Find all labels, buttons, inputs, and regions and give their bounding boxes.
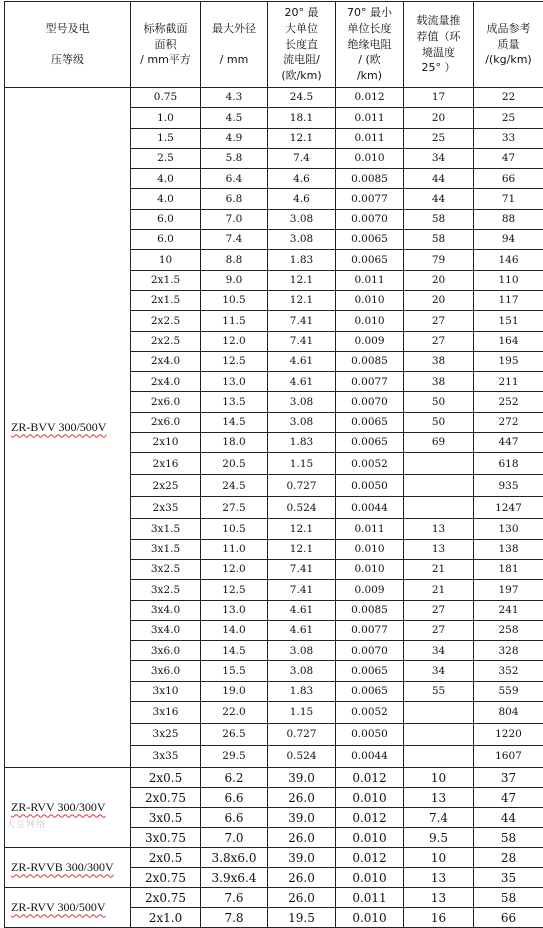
cell-dc-resistance-20: 3.08 — [268, 392, 336, 412]
cell-dc-resistance-20: 24.5 — [268, 88, 336, 108]
cell-max-outer-diameter: 20.5 — [201, 453, 268, 475]
cell-current-capacity: 27 — [404, 600, 474, 620]
cell-insulation-resistance-70: 0.009 — [336, 331, 404, 351]
cell-current-capacity: 27 — [404, 311, 474, 331]
cell-insulation-resistance-70: 0.0065 — [336, 250, 404, 270]
cell-insulation-resistance-70: 0.0052 — [336, 702, 404, 724]
cell-max-outer-diameter: 13.0 — [201, 600, 268, 620]
cell-section-area: 2x0.5 — [131, 768, 201, 788]
cell-section-area: 2x1.0 — [131, 908, 201, 928]
cell-max-outer-diameter: 4.5 — [201, 108, 268, 128]
cell-current-capacity: 21 — [404, 559, 474, 579]
model-label: ZR-RVVB 300/300V — [11, 860, 114, 874]
cell-reference-weight: 211 — [474, 372, 543, 392]
header-insulation-resistance-70: 70° 最小 单位长度 绝缘电阻 / (欧 /km) — [336, 2, 404, 88]
cell-insulation-resistance-70: 0.012 — [336, 808, 404, 828]
cell-max-outer-diameter: 7.6 — [201, 888, 268, 908]
header-current-capacity: 载流量推 荐值（环 境温度 25° ） — [404, 2, 474, 88]
cell-insulation-resistance-70: 0.0065 — [336, 412, 404, 432]
cell-section-area: 3x35 — [131, 746, 201, 768]
cell-section-area: 2x0.75 — [131, 788, 201, 808]
cell-max-outer-diameter: 12.5 — [201, 580, 268, 600]
cell-section-area: 3x4.0 — [131, 600, 201, 620]
cell-reference-weight: 71 — [474, 189, 543, 209]
cell-section-area: 2x0.75 — [131, 868, 201, 888]
cell-max-outer-diameter: 22.0 — [201, 702, 268, 724]
cell-reference-weight: 164 — [474, 331, 543, 351]
cell-reference-weight: 35 — [474, 868, 543, 888]
cell-section-area: 2x6.0 — [131, 412, 201, 432]
cell-current-capacity — [404, 497, 474, 519]
cell-insulation-resistance-70: 0.009 — [336, 580, 404, 600]
table-row — [5, 88, 543, 108]
cell-section-area: 3x6.0 — [131, 661, 201, 681]
cell-max-outer-diameter: 6.2 — [201, 768, 268, 788]
cell-dc-resistance-20: 39.0 — [268, 768, 336, 788]
cell-max-outer-diameter: 24.5 — [201, 475, 268, 497]
cell-reference-weight: 33 — [474, 128, 543, 148]
cell-reference-weight: 447 — [474, 433, 543, 453]
cell-current-capacity: 10 — [404, 768, 474, 788]
cell-dc-resistance-20: 39.0 — [268, 808, 336, 828]
cell-current-capacity: 55 — [404, 681, 474, 701]
cell-reference-weight: 47 — [474, 148, 543, 168]
cell-reference-weight: 25 — [474, 108, 543, 128]
cell-insulation-resistance-70: 0.012 — [336, 848, 404, 868]
cell-insulation-resistance-70: 0.0050 — [336, 475, 404, 497]
cable-spec-table — [4, 1, 543, 928]
cell-reference-weight: 22 — [474, 88, 543, 108]
cell-max-outer-diameter: 4.3 — [201, 88, 268, 108]
cell-dc-resistance-20: 1.15 — [268, 702, 336, 724]
cell-max-outer-diameter: 4.9 — [201, 128, 268, 148]
cell-section-area: 2x2.5 — [131, 311, 201, 331]
cell-insulation-resistance-70: 0.010 — [336, 311, 404, 331]
cell-section-area: 3x6.0 — [131, 641, 201, 661]
cell-dc-resistance-20: 3.08 — [268, 209, 336, 229]
cell-current-capacity: 21 — [404, 580, 474, 600]
cell-dc-resistance-20: 0.727 — [268, 475, 336, 497]
cell-section-area: 4.0 — [131, 189, 201, 209]
cell-max-outer-diameter: 7.4 — [201, 230, 268, 250]
cell-dc-resistance-20: 12.1 — [268, 290, 336, 310]
cell-reference-weight: 197 — [474, 580, 543, 600]
cell-insulation-resistance-70: 0.0065 — [336, 230, 404, 250]
cell-section-area: 2x16 — [131, 453, 201, 475]
cell-section-area: 1.0 — [131, 108, 201, 128]
cell-current-capacity: 13 — [404, 539, 474, 559]
cell-max-outer-diameter: 6.6 — [201, 808, 268, 828]
cell-dc-resistance-20: 0.524 — [268, 746, 336, 768]
cell-insulation-resistance-70: 0.0065 — [336, 661, 404, 681]
cell-insulation-resistance-70: 0.010 — [336, 290, 404, 310]
cell-section-area: 3x10 — [131, 681, 201, 701]
header-model: 型号及电 压等级 — [5, 2, 131, 88]
cell-max-outer-diameter: 8.8 — [201, 250, 268, 270]
cell-current-capacity: 13 — [404, 519, 474, 539]
cell-max-outer-diameter: 9.0 — [201, 270, 268, 290]
cell-dc-resistance-20: 0.727 — [268, 724, 336, 746]
cell-insulation-resistance-70: 0.010 — [336, 908, 404, 928]
cell-section-area: 2x0.75 — [131, 888, 201, 908]
cell-reference-weight: 47 — [474, 788, 543, 808]
cell-insulation-resistance-70: 0.010 — [336, 828, 404, 848]
cell-current-capacity — [404, 702, 474, 724]
cell-section-area: 3x2.5 — [131, 580, 201, 600]
cell-current-capacity — [404, 475, 474, 497]
cell-reference-weight: 935 — [474, 475, 543, 497]
cell-dc-resistance-20: 7.41 — [268, 559, 336, 579]
cell-dc-resistance-20: 4.61 — [268, 620, 336, 640]
cell-max-outer-diameter: 3.8x6.0 — [201, 848, 268, 868]
cell-insulation-resistance-70: 0.0085 — [336, 351, 404, 371]
cell-current-capacity: 16 — [404, 908, 474, 928]
cell-insulation-resistance-70: 0.0077 — [336, 189, 404, 209]
cell-dc-resistance-20: 3.08 — [268, 412, 336, 432]
cell-current-capacity: 20 — [404, 108, 474, 128]
cell-reference-weight: 272 — [474, 412, 543, 432]
cell-reference-weight: 352 — [474, 661, 543, 681]
cell-insulation-resistance-70: 0.0077 — [336, 372, 404, 392]
cell-max-outer-diameter: 29.5 — [201, 746, 268, 768]
cell-reference-weight: 181 — [474, 559, 543, 579]
cell-dc-resistance-20: 26.0 — [268, 888, 336, 908]
cell-reference-weight: 130 — [474, 519, 543, 539]
model-label: ZR-BVV 300/500V — [11, 420, 106, 434]
cell-dc-resistance-20: 26.0 — [268, 828, 336, 848]
cell-max-outer-diameter: 15.5 — [201, 661, 268, 681]
cell-max-outer-diameter: 12.0 — [201, 331, 268, 351]
group-zr-bvv — [5, 88, 543, 768]
cell-dc-resistance-20: 4.61 — [268, 351, 336, 371]
cell-reference-weight: 1220 — [474, 724, 543, 746]
cell-max-outer-diameter: 7.8 — [201, 908, 268, 928]
cell-insulation-resistance-70: 0.012 — [336, 88, 404, 108]
header-section-area: 标称截面 面积 / mm平方 — [131, 2, 201, 88]
cell-reference-weight: 195 — [474, 351, 543, 371]
cell-reference-weight: 88 — [474, 209, 543, 229]
cell-reference-weight: 37 — [474, 768, 543, 788]
cell-current-capacity: 58 — [404, 209, 474, 229]
cell-max-outer-diameter: 13.5 — [201, 392, 268, 412]
cell-reference-weight: 618 — [474, 453, 543, 475]
cell-max-outer-diameter: 5.8 — [201, 148, 268, 168]
cell-dc-resistance-20: 1.83 — [268, 433, 336, 453]
cell-section-area: 2x10 — [131, 433, 201, 453]
cell-insulation-resistance-70: 0.011 — [336, 128, 404, 148]
cell-dc-resistance-20: 18.1 — [268, 108, 336, 128]
cell-current-capacity: 50 — [404, 412, 474, 432]
table-header — [5, 2, 543, 88]
cell-reference-weight: 138 — [474, 539, 543, 559]
cell-dc-resistance-20: 4.6 — [268, 169, 336, 189]
model-cell — [5, 768, 131, 848]
cell-max-outer-diameter: 3.9x6.4 — [201, 868, 268, 888]
cell-current-capacity: 10 — [404, 848, 474, 868]
cell-insulation-resistance-70: 0.010 — [336, 539, 404, 559]
cell-current-capacity — [404, 724, 474, 746]
cell-dc-resistance-20: 3.08 — [268, 230, 336, 250]
cell-reference-weight: 44 — [474, 808, 543, 828]
cell-current-capacity: 17 — [404, 88, 474, 108]
cell-insulation-resistance-70: 0.011 — [336, 888, 404, 908]
cell-current-capacity: 69 — [404, 433, 474, 453]
cell-section-area: 6.0 — [131, 230, 201, 250]
table-row — [5, 768, 543, 788]
cell-current-capacity: 50 — [404, 392, 474, 412]
cell-current-capacity: 34 — [404, 148, 474, 168]
cell-dc-resistance-20: 1.15 — [268, 453, 336, 475]
cell-insulation-resistance-70: 0.0070 — [336, 392, 404, 412]
cell-dc-resistance-20: 12.1 — [268, 270, 336, 290]
model-label: ZR-RVV 300/300V — [11, 800, 106, 814]
cell-max-outer-diameter: 6.6 — [201, 788, 268, 808]
cell-max-outer-diameter: 14.0 — [201, 620, 268, 640]
cell-max-outer-diameter: 26.5 — [201, 724, 268, 746]
cell-max-outer-diameter: 12.5 — [201, 351, 268, 371]
cell-section-area: 3x2.5 — [131, 559, 201, 579]
cell-section-area: 2.5 — [131, 148, 201, 168]
cell-reference-weight: 146 — [474, 250, 543, 270]
cell-reference-weight: 1247 — [474, 497, 543, 519]
cell-current-capacity: 25 — [404, 128, 474, 148]
cell-reference-weight: 110 — [474, 270, 543, 290]
cell-section-area: 3x0.5 — [131, 808, 201, 828]
cell-dc-resistance-20: 7.41 — [268, 331, 336, 351]
group-zr-rvvb — [5, 848, 543, 888]
cell-dc-resistance-20: 12.1 — [268, 519, 336, 539]
cell-reference-weight: 559 — [474, 681, 543, 701]
cell-section-area: 3x16 — [131, 702, 201, 724]
cell-section-area: 2x2.5 — [131, 331, 201, 351]
cell-section-area: 0.75 — [131, 88, 201, 108]
cell-max-outer-diameter: 19.0 — [201, 681, 268, 701]
cell-dc-resistance-20: 1.83 — [268, 681, 336, 701]
cell-dc-resistance-20: 7.4 — [268, 148, 336, 168]
table-row — [5, 888, 543, 908]
cell-dc-resistance-20: 7.41 — [268, 311, 336, 331]
cell-section-area: 3x1.5 — [131, 539, 201, 559]
cell-reference-weight: 28 — [474, 848, 543, 868]
cell-insulation-resistance-70: 0.0044 — [336, 746, 404, 768]
cell-current-capacity: 79 — [404, 250, 474, 270]
cell-insulation-resistance-70: 0.0065 — [336, 681, 404, 701]
cell-reference-weight: 151 — [474, 311, 543, 331]
cell-dc-resistance-20: 3.08 — [268, 661, 336, 681]
cell-insulation-resistance-70: 0.0077 — [336, 620, 404, 640]
cell-reference-weight: 117 — [474, 290, 543, 310]
cell-dc-resistance-20: 12.1 — [268, 539, 336, 559]
cell-current-capacity: 44 — [404, 169, 474, 189]
cell-current-capacity: 13 — [404, 788, 474, 808]
cell-reference-weight: 252 — [474, 392, 543, 412]
model-cell — [5, 888, 131, 928]
cell-max-outer-diameter: 12.0 — [201, 559, 268, 579]
cell-max-outer-diameter: 7.0 — [201, 828, 268, 848]
cell-dc-resistance-20: 26.0 — [268, 788, 336, 808]
cell-insulation-resistance-70: 0.010 — [336, 148, 404, 168]
header-reference-weight: 成品参考 质量 /(kg/km) — [474, 2, 543, 88]
cell-insulation-resistance-70: 0.0044 — [336, 497, 404, 519]
cell-dc-resistance-20: 4.6 — [268, 189, 336, 209]
cell-current-capacity: 20 — [404, 270, 474, 290]
cell-section-area: 10 — [131, 250, 201, 270]
cell-insulation-resistance-70: 0.010 — [336, 788, 404, 808]
cell-dc-resistance-20: 7.41 — [268, 580, 336, 600]
cell-dc-resistance-20: 39.0 — [268, 848, 336, 868]
group-zr-rvv-300 — [5, 768, 543, 848]
cell-dc-resistance-20: 4.61 — [268, 372, 336, 392]
cell-insulation-resistance-70: 0.011 — [336, 519, 404, 539]
model-cell — [5, 88, 131, 768]
cell-section-area: 2x1.5 — [131, 270, 201, 290]
cell-current-capacity: 38 — [404, 351, 474, 371]
cell-max-outer-diameter: 27.5 — [201, 497, 268, 519]
cell-section-area: 1.5 — [131, 128, 201, 148]
cell-max-outer-diameter: 6.4 — [201, 169, 268, 189]
cell-current-capacity — [404, 453, 474, 475]
cell-section-area: 2x4.0 — [131, 372, 201, 392]
cell-dc-resistance-20: 1.83 — [268, 250, 336, 270]
cell-insulation-resistance-70: 0.0050 — [336, 724, 404, 746]
cell-reference-weight: 241 — [474, 600, 543, 620]
cell-section-area: 3x0.75 — [131, 828, 201, 848]
cell-current-capacity — [404, 746, 474, 768]
cell-insulation-resistance-70: 0.0065 — [336, 433, 404, 453]
cell-reference-weight: 66 — [474, 169, 543, 189]
cell-section-area: 2x6.0 — [131, 392, 201, 412]
cell-current-capacity: 27 — [404, 331, 474, 351]
cell-max-outer-diameter: 13.0 — [201, 372, 268, 392]
cell-dc-resistance-20: 0.524 — [268, 497, 336, 519]
cell-reference-weight: 66 — [474, 908, 543, 928]
cell-section-area: 3x1.5 — [131, 519, 201, 539]
cell-max-outer-diameter: 11.5 — [201, 311, 268, 331]
cell-section-area: 2x35 — [131, 497, 201, 519]
cell-current-capacity: 20 — [404, 290, 474, 310]
cell-insulation-resistance-70: 0.010 — [336, 559, 404, 579]
header-dc-resistance-20: 20° 最 大单位 长度直 流电阻/ (欧/km) — [268, 2, 336, 88]
cell-reference-weight: 804 — [474, 702, 543, 724]
cell-current-capacity: 34 — [404, 641, 474, 661]
header-max-outer-diameter: 最大外径 / mm — [201, 2, 268, 88]
cell-section-area: 3x4.0 — [131, 620, 201, 640]
cell-current-capacity: 7.4 — [404, 808, 474, 828]
cell-max-outer-diameter: 18.0 — [201, 433, 268, 453]
cell-section-area: 6.0 — [131, 209, 201, 229]
cell-section-area: 2x0.5 — [131, 848, 201, 868]
cell-section-area: 4.0 — [131, 169, 201, 189]
cell-max-outer-diameter: 6.8 — [201, 189, 268, 209]
cell-current-capacity: 34 — [404, 661, 474, 681]
cell-insulation-resistance-70: 0.010 — [336, 868, 404, 888]
cell-insulation-resistance-70: 0.0070 — [336, 209, 404, 229]
cell-insulation-resistance-70: 0.0085 — [336, 600, 404, 620]
cell-dc-resistance-20: 19.5 — [268, 908, 336, 928]
cell-current-capacity: 38 — [404, 372, 474, 392]
cell-insulation-resistance-70: 0.0070 — [336, 641, 404, 661]
cell-max-outer-diameter: 10.5 — [201, 519, 268, 539]
model-cell — [5, 848, 131, 888]
cell-current-capacity: 44 — [404, 189, 474, 209]
cell-section-area: 2x4.0 — [131, 351, 201, 371]
cell-max-outer-diameter: 14.5 — [201, 412, 268, 432]
cell-current-capacity: 27 — [404, 620, 474, 640]
watermark: 大豆网络 — [6, 817, 46, 830]
cell-dc-resistance-20: 12.1 — [268, 128, 336, 148]
cell-dc-resistance-20: 26.0 — [268, 868, 336, 888]
group-zr-rvv-500 — [5, 888, 543, 928]
cell-reference-weight: 94 — [474, 230, 543, 250]
cell-dc-resistance-20: 3.08 — [268, 641, 336, 661]
cell-current-capacity: 13 — [404, 868, 474, 888]
cell-reference-weight: 58 — [474, 828, 543, 848]
cell-insulation-resistance-70: 0.011 — [336, 108, 404, 128]
cell-reference-weight: 58 — [474, 888, 543, 908]
cell-insulation-resistance-70: 0.012 — [336, 768, 404, 788]
cell-max-outer-diameter: 10.5 — [201, 290, 268, 310]
table-row — [5, 848, 543, 868]
cell-dc-resistance-20: 4.61 — [268, 600, 336, 620]
cell-current-capacity: 9.5 — [404, 828, 474, 848]
cell-insulation-resistance-70: 0.0052 — [336, 453, 404, 475]
cell-max-outer-diameter: 11.0 — [201, 539, 268, 559]
model-label: ZR-RVV 300/500V — [11, 900, 106, 914]
cell-current-capacity: 58 — [404, 230, 474, 250]
cell-current-capacity: 13 — [404, 888, 474, 908]
cell-section-area: 2x25 — [131, 475, 201, 497]
cell-insulation-resistance-70: 0.0085 — [336, 169, 404, 189]
cell-section-area: 3x25 — [131, 724, 201, 746]
cell-max-outer-diameter: 14.5 — [201, 641, 268, 661]
cell-insulation-resistance-70: 0.011 — [336, 270, 404, 290]
cell-reference-weight: 258 — [474, 620, 543, 640]
cell-max-outer-diameter: 7.0 — [201, 209, 268, 229]
cell-section-area: 2x1.5 — [131, 290, 201, 310]
cell-reference-weight: 1607 — [474, 746, 543, 768]
cell-reference-weight: 328 — [474, 641, 543, 661]
